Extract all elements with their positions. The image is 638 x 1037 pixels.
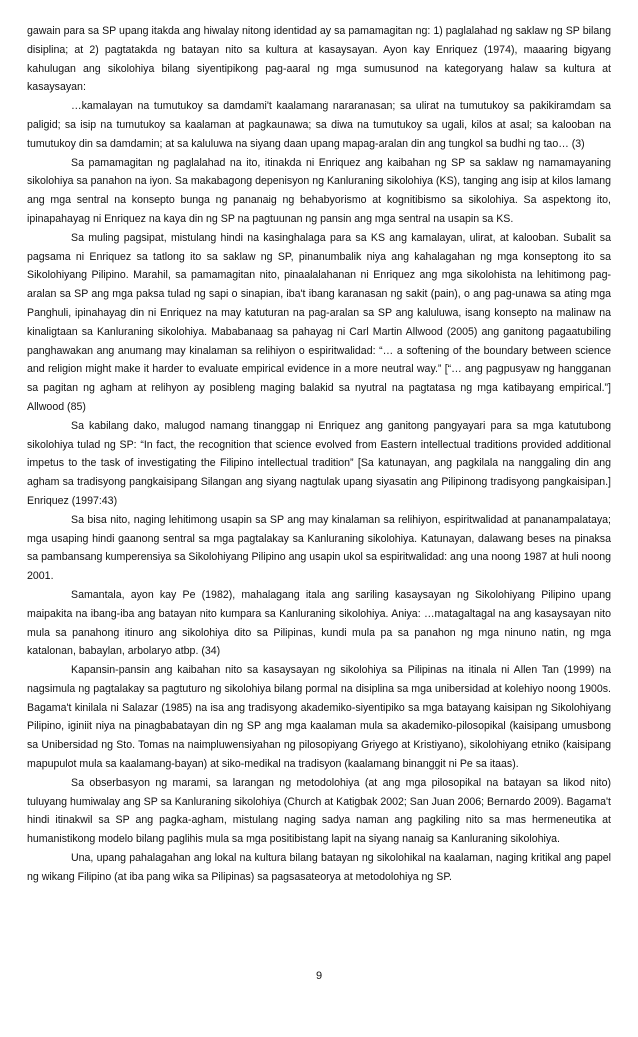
- paragraph-muling-pagsipat: Sa muling pagsipat, mistulang hindi na kasinghalaga para sa KS ang kamalayan, ulirat, at kalooban. Subalit sa pagsama ni Enriquez sa tatlong ito sa saklaw ng SP, pinanumbalik niya ang kahalagahan ng mga konseptong ito sa Sikolohiyang Pilipino. Marahil, sa pamamagitan nito, pinaalalahanan ni Enriquez ang mga sikolohista na lehitimong pag-aralan sa SP ang mga paksa tulad ng sapi o sinapian, iba't ibang karanasan ng sakit (pain), o ang pag-unawa sa ating mga Panghuli, ipinahayag din ni Enriquez na may katuturan na pag-aralan sa SP ang kaluluwa, isang konsepto na malinaw na kinaligtaan sa Kanluraning sikolohiya. Mababanaag sa pahayag ni Carl Martin Allwood (2005) ang ganitong pagaatubiling panghawakan ang anumang may kinalaman sa relihiyon o espiritwalidad: “… a softening of the boundary between science and religion might make it harder to evaluate empirical evidence in a more neutral way.” [“… ang pagpusyaw ng hangganan sa pagitan ng agham at relihyon ay posibleng maging balakid sa nyutral na pagtatasa ng mga katibayang empirical.”] Allwood (85): [27, 231, 611, 413]
- paragraph-kapansin-pansin: Kapansin-pansin ang kaibahan nito sa kasaysayan ng sikolohiya sa Pilipinas na itinala ni Allen Tan (1999) na nagsimula ng pagtalakay sa pagtuturo ng sikolohiya bilang pormal na disiplina sa mga unibersidad at kolehiyo noong 1900s. Bagama't kinilala ni Salazar (1985) na isa ang tradisyong akademiko-siyentipiko sa mga batayang kaisipan ng Sikolohiyang Pilipino, iginiit niya na pinagbabatayan din ng SP ang mga kaalaman mula sa akademiko-pilosopikal (kaisipang umusbong sa Unibersidad ng Sto. Tomas na naimpluwensiyahan ng pilosopiyang Griyego at Kristiyano), sikolohiyang etniko (kaisipang mapupulot mula sa kaalamang-bayan) at siko-medikal na tradisyon (kaalamang binanggit ni Pe sa itaas).: [27, 664, 611, 771]
- paragraph-una: Una, upang pahalagahan ang lokal na kultura bilang batayan ng sikolohikal na kaalaman, naging kritikal ang papel ng wikang Filipino (at iba pang wika sa Pilipinas) sa pagsasateorya at metodolohiya ng SP.: [27, 852, 611, 883]
- document-body: [27, 22, 611, 887]
- page-number: 9: [315, 970, 323, 982]
- paragraph-samantala: Samantala, ayon kay Pe (1982), mahalagang itala ang sariling kasaysayan ng Sikolohiyang Pilipino upang maipakita na ibang-iba ang batayan nito kumpara sa Kanluraning sikolohiya. Aniya: …matagaltagal na ang kasaysayan nito mula sa panahong itinuro ang sikolohiya dito sa Pilipinas, kundi mula pa sa panahon ng mga ninuno natin, ng mga katalonan, babaylan, arbolaryo atbp. (34): [27, 588, 611, 658]
- paragraph-kabilang-dako: Sa kabilang dako, malugod namang tinanggap ni Enriquez ang ganitong pangyayari para sa mga katutubong sikolohiya tulad ng SP: “In fact, the recognition that science evolved from Eastern intellectual traditions provided additional impetus to the task of investigating the Filipino intellectual tradition” [Sa katunayan, ang pagkilala na nanggaling din ang agham sa tradisyong pangkaisipang Silangan ang siyang nagtulak upang siyasatin ang Pilipinong tradisyong pangkaisipan.] Enriquez (1997:43): [27, 419, 611, 507]
- block-quote-enriquez: …kamalayan na tumutukoy sa damdami't kaalamang nararanasan; sa ulirat na tumutukoy sa pakikiramdam sa paligid; sa isip na tumutukoy sa kaalaman at pagkaunawa; sa diwa na tumutukoy sa ugali, kilos at asal; sa kalooban na tumutukoy din sa damdamin; at sa kaluluwa na siyang daan upang mapag-aralan din ang tungkol sa budhi ng tao… (3): [27, 100, 611, 150]
- paragraph-intro: gawain para sa SP upang itakda ang hiwalay nitong identidad ay sa pamamagitan ng: 1) paglalahad ng saklaw ng SP bilang disiplina; at 2) pagtatakda ng batayan nito sa kultura at kasaysayan. Ayon kay Enriquez (1974), maaaring bigyang kahulugan ang sikolohiya bilang siyentipikong pag-aaral ng mga sumusunod na kategoryang halaw sa kultura at kasaysayan:: [27, 25, 611, 94]
- paragraph-obserbasyon: Sa obserbasyon ng marami, sa larangan ng metodolohiya (at ang mga pilosopikal na batayan sa likod nito) tuluyang humiwalay ang SP sa Kanluraning sikolohiya (Church at Katigbak 2002; San Juan 2006; Bernardo 2009). Bagama't hindi itinakwil sa SP ang pagka-agham, mistulang naging sadya naman ang pagkiling nito sa mas hermeneutika at humanistikong modelo bilang paglihis mula sa mga positibistang lapit na siyang nanaig sa Kanluraning sikolohiya.: [27, 776, 611, 846]
- paragraph-saklaw: Sa pamamagitan ng paglalahad na ito, itinakda ni Enriquez ang kaibahan ng SP sa saklaw ng namamayaning sikolohiya sa panahon na iyon. Sa makabagong depenisyon ng Kanluraning sikolohiya (KS), tanging ang isip at kilos lamang ang mga sentral na konsepto bunga ng pananaig ng behabyorismo at kognitibismo sa sikolohiya. Sa aspektong ito, ipinapahayag ni Enriquez na kaya din ng SP na pagtuunan ng pansin ang mga sentral na usapin sa KS.: [27, 156, 611, 225]
- paragraph-bisa-nito: Sa bisa nito, naging lehitimong usapin sa SP ang may kinalaman sa relihiyon, espiritwalidad at pananampalataya; mga usaping hindi gaanong sentral sa mga pagtalakay sa Kanluraning sikolohiya. Katunayan, dalawang beses na pinaksa sa pambansang kumperensiya sa Sikolohiyang Pilipino ang usapin ukol sa espiritwalidad: ang una noong 1987 at huli noong 2001.: [27, 513, 611, 583]
